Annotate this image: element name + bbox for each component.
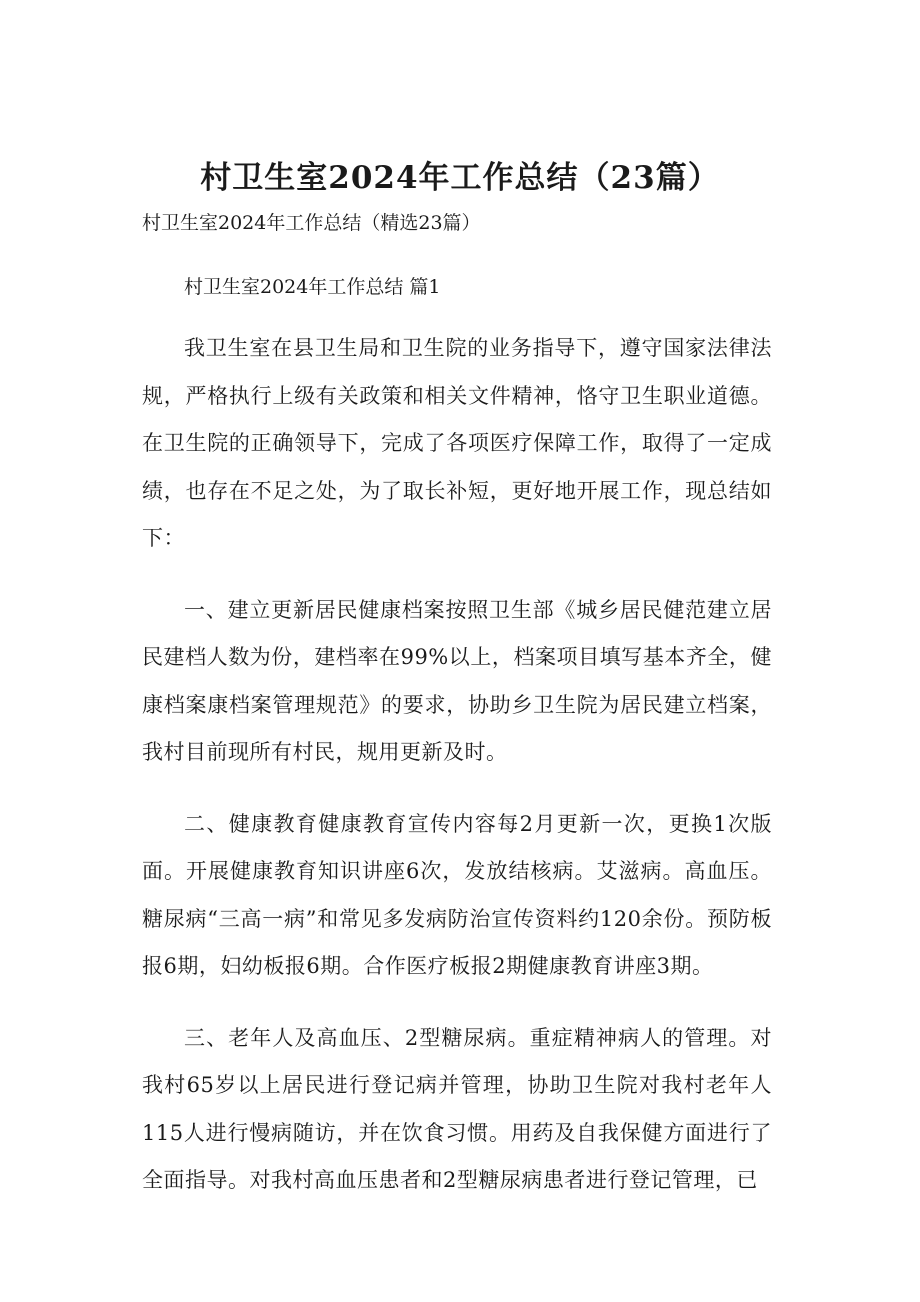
paragraph-health-records: 一、建立更新居民健康档案按照卫生部《城乡居民健范建立居民建档人数为份，建档率在99%以上，档案项目填写基本齐全，健康档案康档案管理规范》的要求，协助乡卫生院为居民建立档案，我村目前现所有村民，规用更新及时。 [142,597,772,764]
paragraph-health-education: 二、健康教育健康教育宣传内容每2月更新一次，更换1次版面。开展健康教育知识讲座6次，发放结核病。艾滋病。高血压。糖尿病“三高一病”和常见多发病防治宣传资料约120余份。预防板报6期，妇幼板报6期。合作医疗板报2期健康教育讲座3期。 [142,811,772,978]
document-title: 村卫生室2024年工作总结（23篇） [200,160,720,196]
paragraph-elderly-management: 三、老年人及高血压、2型糖尿病。重症精神病人的管理。对我村65岁以上居民进行登记病并管理，协助卫生院对我村老年人115人进行慢病随访，并在饮食习惯。用药及自我保健方面进行了全面指导。对我村高血压患者和2型糖尿病患者进行登记管理，已 [142,1025,772,1192]
document-body [142,325,772,1229]
section-heading: 村卫生室2024年工作总结 篇1 [184,276,441,298]
document-subtitle: 村卫生室2024年工作总结（精选23篇） [142,212,481,234]
paragraph-intro: 我卫生室在县卫生局和卫生院的业务指导下，遵守国家法律法规，严格执行上级有关政策和相关文件精神，恪守卫生职业道德。在卫生院的正确领导下，完成了各项医疗保障工作，取得了一定成绩，也存在不足之处，为了取长补短，更好地开展工作，现总结如下： [142,336,772,550]
